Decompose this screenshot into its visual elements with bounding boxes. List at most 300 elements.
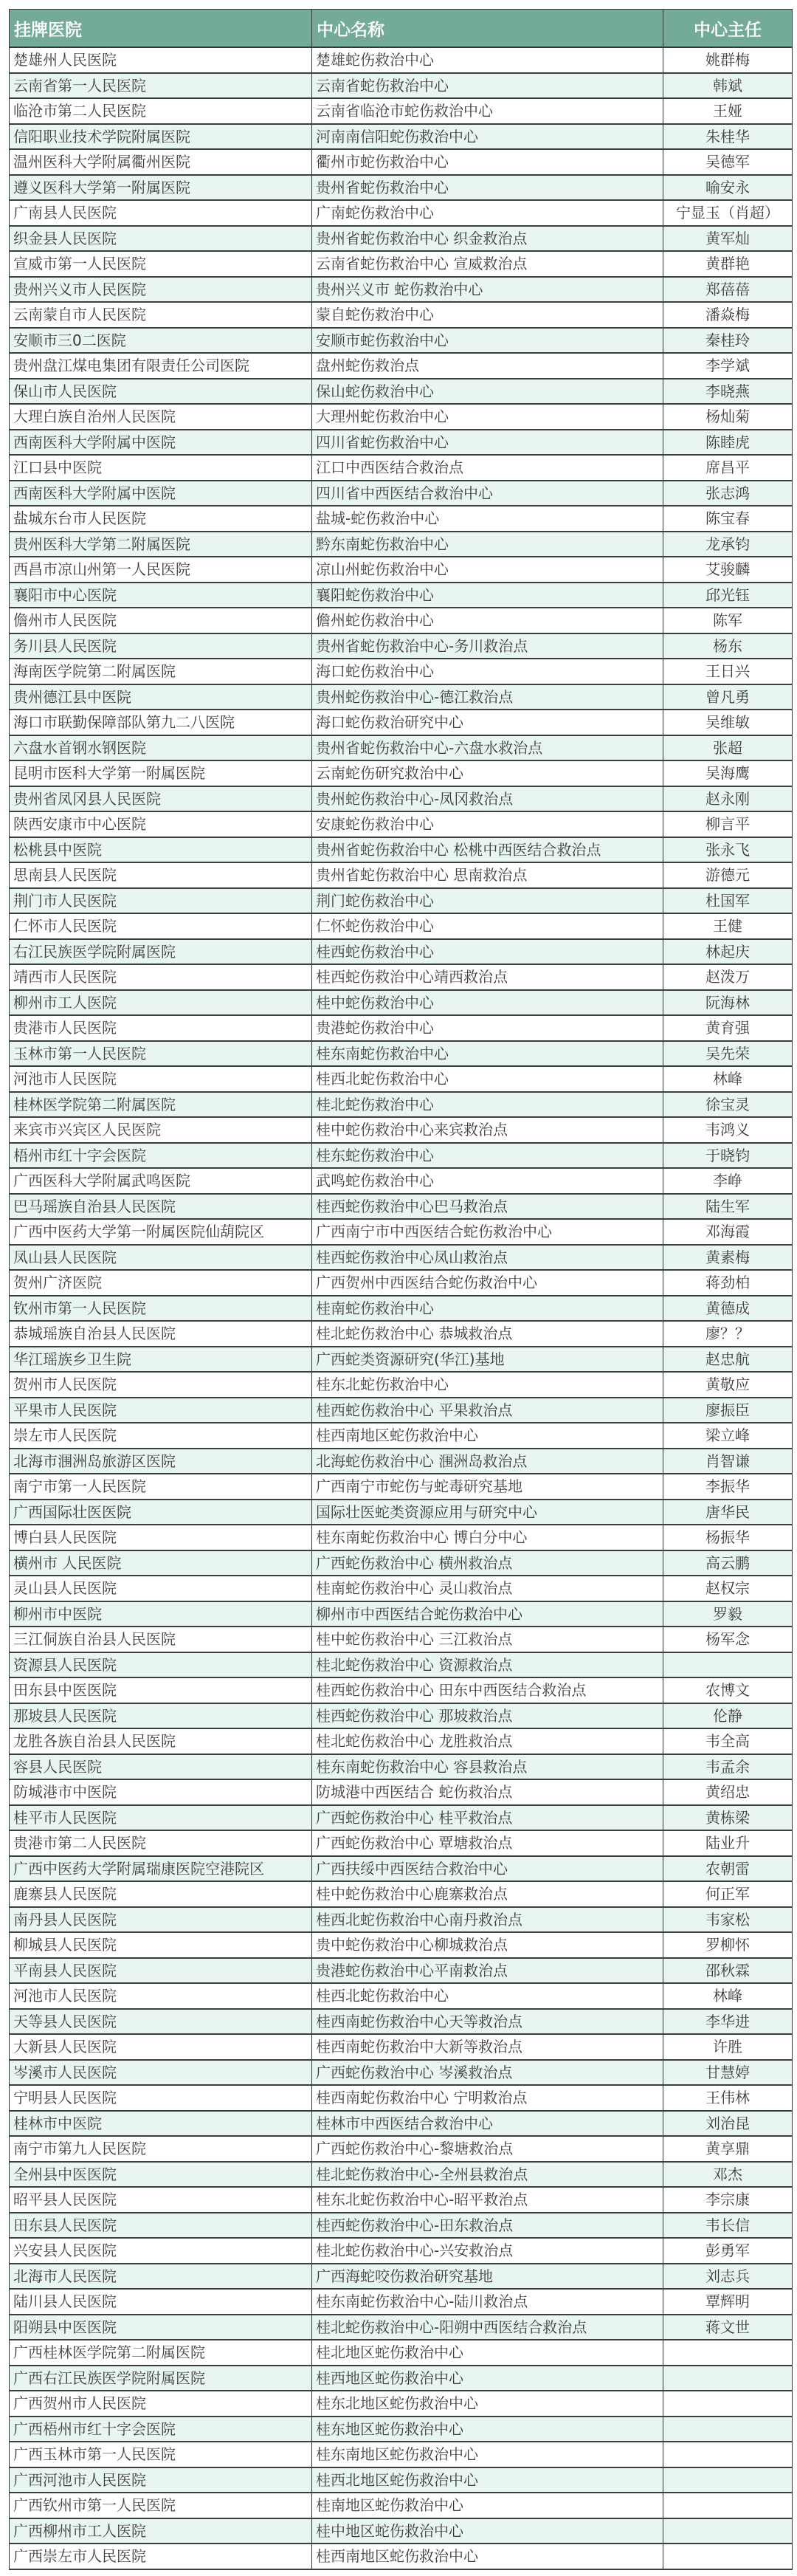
center-name-cell: 云南省蛇伤救治中心 <box>312 73 663 99</box>
table-row <box>10 1677 793 1703</box>
table-row <box>10 2162 793 2188</box>
director-cell: 邓海霞 <box>663 1219 793 1245</box>
center-name-cell: 贵州蛇伤救治中心-凤冈救治点 <box>312 786 663 812</box>
director-cell: 韦家松 <box>663 1907 793 1933</box>
table-row <box>10 47 793 73</box>
center-name-cell: 桂西南地区蛇伤救治中心 <box>312 1423 663 1449</box>
center-name-cell: 江口中西医结合救治点 <box>312 455 663 481</box>
hospital-cell: 全州县中医医院 <box>10 2162 312 2188</box>
director-cell: 徐宝灵 <box>663 1092 793 1118</box>
hospital-cell: 广西钦州市第一人民医院 <box>10 2493 312 2518</box>
director-cell: 林峰 <box>663 1983 793 2009</box>
hospital-cell: 鹿寨县人民医院 <box>10 1881 312 1907</box>
hospital-cell: 保山市人民医院 <box>10 379 312 405</box>
director-cell: 张永飞 <box>663 837 793 863</box>
hospital-cell: 南宁市第一人民医院 <box>10 1474 312 1500</box>
table-row <box>10 353 793 379</box>
table-row <box>10 1601 793 1627</box>
hospital-cell: 临沧市第二人民医院 <box>10 98 312 124</box>
center-name-cell: 贵州蛇伤救治中心-德江救治点 <box>312 684 663 710</box>
hospital-cell: 广西梧州市红十字会医院 <box>10 2417 312 2442</box>
table-row <box>10 200 793 226</box>
center-name-cell: 桂东北地区蛇伤救治中心 <box>312 2391 663 2417</box>
center-name-cell: 桂西蛇伤救治中心 那坡救治点 <box>312 1703 663 1729</box>
hospital-cell: 宣威市第一人民医院 <box>10 251 312 277</box>
hospital-cell: 华江瑶族乡卫生院 <box>10 1347 312 1373</box>
center-name-cell: 桂东蛇伤救治中心 <box>312 1143 663 1169</box>
table-row <box>10 251 793 277</box>
hospital-cell: 织金县人民医院 <box>10 226 312 252</box>
table-row <box>10 1219 793 1245</box>
table-row <box>10 1143 793 1169</box>
table-row <box>10 404 793 430</box>
center-name-cell: 桂南蛇伤救治中心 <box>312 1296 663 1322</box>
director-cell <box>663 1652 793 1678</box>
director-cell: 赵权宗 <box>663 1576 793 1601</box>
director-cell: 蒋文世 <box>663 2315 793 2340</box>
table-row <box>10 684 793 710</box>
center-name-cell: 贵州省蛇伤救治中心 松桃中西医结合救治点 <box>312 837 663 863</box>
table-row <box>10 1015 793 1041</box>
center-name-cell: 桂中地区蛇伤救治中心 <box>312 2518 663 2544</box>
director-cell: 姚群梅 <box>663 47 793 73</box>
center-name-cell: 桂北蛇伤救治中心-阳朔中西医结合救治点 <box>312 2315 663 2340</box>
hospital-cell: 桂林医学院第二附属医院 <box>10 1092 312 1118</box>
center-name-cell: 桂东南地区蛇伤救治中心 <box>312 2442 663 2467</box>
director-cell: 甘慧婷 <box>663 2060 793 2086</box>
center-name-cell: 贵州兴义市 蛇伤救治中心 <box>312 277 663 303</box>
table-row <box>10 2442 793 2467</box>
center-name-cell: 桂西北蛇伤救治中心 <box>312 1983 663 2009</box>
center-name-cell: 桂西地区蛇伤救治中心 <box>312 2366 663 2391</box>
table-row <box>10 786 793 812</box>
center-name-cell: 桂西蛇伤救治中心-田东救治点 <box>312 2213 663 2239</box>
hospital-cell: 宁明县人民医院 <box>10 2085 312 2111</box>
center-name-cell: 贵中蛇伤救治中心柳城救治点 <box>312 1932 663 1958</box>
hospital-cell: 信阳职业技术学院附属医院 <box>10 124 312 150</box>
center-name-cell: 桂中蛇伤救治中心鹿寨救治点 <box>312 1881 663 1907</box>
hospital-cell: 容县人民医院 <box>10 1754 312 1780</box>
table-row <box>10 710 793 735</box>
table-row <box>10 1245 793 1271</box>
center-name-cell: 桂西南地区蛇伤救治中心 <box>312 2544 663 2569</box>
table-row <box>10 633 793 659</box>
table-row <box>10 481 793 506</box>
director-cell: 王伟林 <box>663 2085 793 2111</box>
director-cell: 阮海林 <box>663 990 793 1016</box>
center-name-cell: 桂北蛇伤救治中心 恭城救治点 <box>312 1321 663 1347</box>
table-row <box>10 1881 793 1907</box>
director-cell: 李峥 <box>663 1168 793 1194</box>
hospital-cell: 陕西安康市中心医院 <box>10 811 312 837</box>
hospital-cell: 桂平市人民医院 <box>10 1805 312 1831</box>
hospital-cell: 广西河池市人民医院 <box>10 2467 312 2493</box>
center-name-cell: 贵州省蛇伤救治中心 织金救治点 <box>312 226 663 252</box>
center-name-cell: 桂北蛇伤救治中心-全州县救治点 <box>312 2162 663 2188</box>
header-hospital: 挂牌医院 <box>10 10 312 48</box>
table-row <box>10 583 793 608</box>
hospital-cell: 贵港市人民医院 <box>10 1015 312 1041</box>
director-cell: 黄素梅 <box>663 1245 793 1271</box>
table-row <box>10 1270 793 1296</box>
director-cell <box>663 2467 793 2493</box>
table-row <box>10 608 793 633</box>
center-name-cell: 桂西南蛇伤救治中大新等救治点 <box>312 2034 663 2060</box>
center-name-cell: 桂北蛇伤救治中心 <box>312 1092 663 1118</box>
hospital-cell: 资源县人民医院 <box>10 1652 312 1678</box>
table-row <box>10 2289 793 2315</box>
table-row <box>10 1525 793 1550</box>
center-name-cell: 桂西蛇伤救治中心巴马救治点 <box>312 1194 663 1220</box>
table-row <box>10 1550 793 1576</box>
director-cell: 吴先荣 <box>663 1041 793 1067</box>
director-cell: 林起庆 <box>663 939 793 965</box>
table-row <box>10 2034 793 2060</box>
center-name-cell: 桂南蛇伤救治中心 灵山救治点 <box>312 1576 663 1601</box>
hospital-cell: 柳城县人民医院 <box>10 1932 312 1958</box>
director-cell: 农朝雷 <box>663 1856 793 1882</box>
table-row <box>10 735 793 761</box>
table-row <box>10 1092 793 1118</box>
center-name-cell: 桂中蛇伤救治中心来宾救治点 <box>312 1117 663 1143</box>
center-name-cell: 广西蛇类资源研究(华江)基地 <box>312 1347 663 1373</box>
director-cell: 杜国军 <box>663 888 793 914</box>
table-row <box>10 2391 793 2417</box>
hospital-cell: 天等县人民医院 <box>10 2009 312 2035</box>
hospital-cell: 江口县中医院 <box>10 455 312 481</box>
table-row <box>10 1856 793 1882</box>
hospital-cell: 大新县人民医院 <box>10 2034 312 2060</box>
center-name-cell: 贵州省蛇伤救治中心 思南救治点 <box>312 862 663 888</box>
director-cell: 廖？？ <box>663 1321 793 1347</box>
table-row <box>10 1805 793 1831</box>
center-name-cell: 黔东南蛇伤救治中心 <box>312 532 663 557</box>
center-name-cell: 桂西北蛇伤救治中心南丹救治点 <box>312 1907 663 1933</box>
director-cell: 黄敬应 <box>663 1372 793 1398</box>
hospital-cell: 贺州市人民医院 <box>10 1372 312 1398</box>
snakebite-centers-table <box>9 9 793 2570</box>
director-cell <box>663 2442 793 2467</box>
director-cell: 秦桂玲 <box>663 328 793 354</box>
hospital-cell: 北海市人民医院 <box>10 2264 312 2290</box>
center-name-cell: 盐城-蛇伤救治中心 <box>312 506 663 532</box>
director-cell: 黄群艳 <box>663 251 793 277</box>
center-name-cell: 广西蛇伤救治中心 岑溪救治点 <box>312 2060 663 2086</box>
center-name-cell: 广西蛇伤救治中心 覃塘救治点 <box>312 1830 663 1856</box>
table-row <box>10 1372 793 1398</box>
director-cell: 李学斌 <box>663 353 793 379</box>
director-cell: 吴维敏 <box>663 710 793 735</box>
director-cell: 赵永刚 <box>663 786 793 812</box>
director-cell: 杨振华 <box>663 1525 793 1550</box>
center-name-cell: 云南省临沧市蛇伤救治中心 <box>312 98 663 124</box>
hospital-cell: 崇左市人民医院 <box>10 1423 312 1449</box>
center-name-cell: 桂东北蛇伤救治中心-昭平救治点 <box>312 2187 663 2213</box>
center-name-cell: 广西蛇伤救治中心 横州救治点 <box>312 1550 663 1576</box>
director-cell: 陈睦虎 <box>663 430 793 456</box>
center-name-cell: 广南蛇伤救治中心 <box>312 200 663 226</box>
director-cell: 艾骏麟 <box>663 557 793 583</box>
table-row <box>10 1983 793 2009</box>
center-name-cell: 桂西蛇伤救治中心 田东中西医结合救治点 <box>312 1677 663 1703</box>
table-row <box>10 1066 793 1092</box>
director-cell: 王健 <box>663 913 793 939</box>
hospital-cell: 广西玉林市第一人民医院 <box>10 2442 312 2467</box>
center-name-cell: 桂西蛇伤救治中心 平果救治点 <box>312 1398 663 1423</box>
director-cell: 覃辉明 <box>663 2289 793 2315</box>
director-cell <box>663 2340 793 2366</box>
hospital-cell: 贵州盘江煤电集团有限责任公司医院 <box>10 353 312 379</box>
hospital-cell: 广西医科大学附属武鸣医院 <box>10 1168 312 1194</box>
header-center-name: 中心名称 <box>312 10 663 48</box>
table-row <box>10 2187 793 2213</box>
table-row <box>10 1907 793 1933</box>
hospital-cell: 横州市 人民医院 <box>10 1550 312 1576</box>
table-row <box>10 2111 793 2137</box>
director-cell: 潘焱梅 <box>663 302 793 328</box>
director-cell: 黄栋梁 <box>663 1805 793 1831</box>
table-row <box>10 1194 793 1220</box>
table-row <box>10 1958 793 1984</box>
table-row <box>10 2544 793 2569</box>
director-cell: 蒋劲柏 <box>663 1270 793 1296</box>
center-name-cell: 桂南地区蛇伤救治中心 <box>312 2493 663 2518</box>
table-row <box>10 2467 793 2493</box>
director-cell: 赵泼万 <box>663 964 793 990</box>
director-cell: 席昌平 <box>663 455 793 481</box>
director-cell: 陈军 <box>663 608 793 633</box>
table-row <box>10 2417 793 2442</box>
center-name-cell: 云南蛇伤研究救治中心 <box>312 760 663 786</box>
center-name-cell: 盘州蛇伤救治点 <box>312 353 663 379</box>
hospital-cell: 广西中医药大学第一附属医院仙葫院区 <box>10 1219 312 1245</box>
table-row <box>10 328 793 354</box>
hospital-cell: 贵州德江县中医院 <box>10 684 312 710</box>
table-row <box>10 2009 793 2035</box>
center-name-cell: 安顺市蛇伤救治中心 <box>312 328 663 354</box>
hospital-cell: 柳州市工人医院 <box>10 990 312 1016</box>
director-cell: 韦孟余 <box>663 1754 793 1780</box>
director-cell: 柳言平 <box>663 811 793 837</box>
table-row <box>10 2315 793 2340</box>
center-name-cell: 河南南信阳蛇伤救治中心 <box>312 124 663 150</box>
director-cell: 邵秋霖 <box>663 1958 793 1984</box>
table-row <box>10 659 793 684</box>
center-name-cell: 桂东南蛇伤救治中心 <box>312 1041 663 1067</box>
director-cell: 杨军念 <box>663 1627 793 1652</box>
director-cell: 陆生军 <box>663 1194 793 1220</box>
center-name-cell: 桂西蛇伤救治中心 <box>312 939 663 965</box>
table-row <box>10 939 793 965</box>
hospital-cell: 那坡县人民医院 <box>10 1703 312 1729</box>
table-row <box>10 455 793 481</box>
hospital-cell: 平南县人民医院 <box>10 1958 312 1984</box>
director-cell: 朱桂华 <box>663 124 793 150</box>
table-row <box>10 2340 793 2366</box>
director-cell: 李振华 <box>663 1474 793 1500</box>
hospital-cell: 田东县人民医院 <box>10 2213 312 2239</box>
hospital-cell: 儋州市人民医院 <box>10 608 312 633</box>
table-row <box>10 532 793 557</box>
table-row <box>10 1296 793 1322</box>
hospital-cell: 河池市人民医院 <box>10 1983 312 2009</box>
director-cell: 陈宝春 <box>663 506 793 532</box>
hospital-cell: 昭平县人民医院 <box>10 2187 312 2213</box>
center-name-cell: 楚雄蛇伤救治中心 <box>312 47 663 73</box>
director-cell: 罗毅 <box>663 1601 793 1627</box>
table-row <box>10 302 793 328</box>
center-name-cell: 北海蛇伤救治中心 涠洲岛救治点 <box>312 1449 663 1474</box>
table-row <box>10 2264 793 2290</box>
center-name-cell: 广西南宁市蛇伤与蛇毒研究基地 <box>312 1474 663 1500</box>
center-name-cell: 衢州市蛇伤救治中心 <box>312 149 663 175</box>
director-cell: 郑蓓蓓 <box>663 277 793 303</box>
header-director: 中心主任 <box>663 10 793 48</box>
hospital-cell: 安顺市三0二医院 <box>10 328 312 354</box>
director-cell: 李晓燕 <box>663 379 793 405</box>
director-cell: 陆业升 <box>663 1830 793 1856</box>
director-cell: 彭勇军 <box>663 2238 793 2264</box>
center-name-cell: 广西贺州中西医结合蛇伤救治中心 <box>312 1270 663 1296</box>
hospital-cell: 龙胜各族自治县人民医院 <box>10 1728 312 1754</box>
director-cell: 于晓钧 <box>663 1143 793 1169</box>
hospital-cell: 南宁市第九人民医院 <box>10 2136 312 2162</box>
center-name-cell: 荆门蛇伤救治中心 <box>312 888 663 914</box>
hospital-cell: 来宾市兴宾区人民医院 <box>10 1117 312 1143</box>
hospital-cell: 思南县人民医院 <box>10 862 312 888</box>
hospital-cell: 右江民族医学院附属医院 <box>10 939 312 965</box>
hospital-cell: 钦州市第一人民医院 <box>10 1296 312 1322</box>
table-row <box>10 379 793 405</box>
table-row <box>10 1830 793 1856</box>
hospital-cell: 玉林市第一人民医院 <box>10 1041 312 1067</box>
director-cell: 王日兴 <box>663 659 793 684</box>
table-row <box>10 1474 793 1500</box>
hospital-cell: 松桃县中医院 <box>10 837 312 863</box>
center-name-cell: 桂东南蛇伤救治中心 博白分中心 <box>312 1525 663 1550</box>
hospital-cell: 荆门市人民医院 <box>10 888 312 914</box>
director-cell: 李宗康 <box>663 2187 793 2213</box>
director-cell: 赵忠航 <box>663 1347 793 1373</box>
director-cell: 农博文 <box>663 1677 793 1703</box>
director-cell: 韦鸿义 <box>663 1117 793 1143</box>
table-row <box>10 1627 793 1652</box>
table-row <box>10 98 793 124</box>
center-name-cell: 桂东南蛇伤救治中心-陆川救治点 <box>312 2289 663 2315</box>
center-name-cell: 广西扶绥中西医结合救治中心 <box>312 1856 663 1882</box>
table-row <box>10 1398 793 1423</box>
table-row <box>10 862 793 888</box>
center-name-cell: 桂西蛇伤救治中心凤山救治点 <box>312 1245 663 1271</box>
table-row <box>10 1500 793 1525</box>
table-row <box>10 2136 793 2162</box>
center-name-cell: 桂东南蛇伤救治中心 容县救治点 <box>312 1754 663 1780</box>
center-name-cell: 桂北地区蛇伤救治中心 <box>312 2340 663 2366</box>
center-name-cell: 桂西南蛇伤救治中心 宁明救治点 <box>312 2085 663 2111</box>
hospital-cell: 岑溪市人民医院 <box>10 2060 312 2086</box>
table-row <box>10 1423 793 1449</box>
center-name-cell: 安康蛇伤救治中心 <box>312 811 663 837</box>
director-cell: 韦全高 <box>663 1728 793 1754</box>
director-cell: 许胜 <box>663 2034 793 2060</box>
hospital-cell: 靖西市人民医院 <box>10 964 312 990</box>
hospital-cell: 务川县人民医院 <box>10 633 312 659</box>
hospital-cell: 陆川县人民医院 <box>10 2289 312 2315</box>
director-cell: 李华进 <box>663 2009 793 2035</box>
center-name-cell: 防城港中西医结合 蛇伤救治点 <box>312 1779 663 1805</box>
director-cell: 曾凡勇 <box>663 684 793 710</box>
table-row <box>10 1168 793 1194</box>
center-name-cell: 海口蛇伤救治中心 <box>312 659 663 684</box>
center-name-cell: 大理州蛇伤救治中心 <box>312 404 663 430</box>
center-name-cell: 广西南宁市中西医结合蛇伤救治中心 <box>312 1219 663 1245</box>
director-cell: 邱光钰 <box>663 583 793 608</box>
director-cell: 吴德军 <box>663 149 793 175</box>
center-name-cell: 广西蛇伤救治中心 桂平救治点 <box>312 1805 663 1831</box>
hospital-cell: 海南医学院第二附属医院 <box>10 659 312 684</box>
director-cell: 肖智谦 <box>663 1449 793 1474</box>
table-row <box>10 1576 793 1601</box>
center-name-cell: 桂西北蛇伤救治中心 <box>312 1066 663 1092</box>
hospital-cell: 柳州市中医院 <box>10 1601 312 1627</box>
center-name-cell: 桂西蛇伤救治中心靖西救治点 <box>312 964 663 990</box>
director-cell: 廖振臣 <box>663 1398 793 1423</box>
table-row <box>10 1652 793 1678</box>
director-cell: 林峰 <box>663 1066 793 1092</box>
center-name-cell: 四川省蛇伤救治中心 <box>312 430 663 456</box>
table-body <box>10 47 793 2569</box>
center-name-cell: 广西海蛇咬伤救治研究基地 <box>312 2264 663 2290</box>
director-cell: 罗柳怀 <box>663 1932 793 1958</box>
hospital-cell: 遵义医科大学第一附属医院 <box>10 175 312 201</box>
hospital-cell: 襄阳市中心医院 <box>10 583 312 608</box>
hospital-cell: 贵州省凤冈县人民医院 <box>10 786 312 812</box>
director-cell: 张超 <box>663 735 793 761</box>
table-row <box>10 557 793 583</box>
director-cell: 高云鹏 <box>663 1550 793 1576</box>
hospital-cell: 广西柳州市工人医院 <box>10 2518 312 2544</box>
hospital-cell: 仁怀市人民医院 <box>10 913 312 939</box>
director-cell <box>663 2493 793 2518</box>
center-name-cell: 襄阳蛇伤救治中心 <box>312 583 663 608</box>
director-cell: 刘志兵 <box>663 2264 793 2290</box>
hospital-cell: 桂林市中医院 <box>10 2111 312 2137</box>
hospital-cell: 广西崇左市人民医院 <box>10 2544 312 2569</box>
table-header-row <box>10 10 793 48</box>
hospital-cell: 海口市联勤保障部队第九二八医院 <box>10 710 312 735</box>
center-name-cell: 四川省中西医结合救治中心 <box>312 481 663 506</box>
hospital-cell: 西南医科大学附属中医院 <box>10 430 312 456</box>
hospital-cell: 巴马瑶族自治县人民医院 <box>10 1194 312 1220</box>
table-row <box>10 1779 793 1805</box>
hospital-cell: 广西桂林医学院第二附属医院 <box>10 2340 312 2366</box>
hospital-cell: 北海市涠洲岛旅游区医院 <box>10 1449 312 1474</box>
table-row <box>10 1347 793 1373</box>
hospital-cell: 云南蒙自市人民医院 <box>10 302 312 328</box>
hospital-cell: 南丹县人民医院 <box>10 1907 312 1933</box>
table-row <box>10 888 793 914</box>
director-cell: 梁立峰 <box>663 1423 793 1449</box>
table-row <box>10 506 793 532</box>
center-name-cell: 桂北蛇伤救治中心 龙胜救治点 <box>312 1728 663 1754</box>
table-row <box>10 2060 793 2086</box>
center-name-cell: 贵州省蛇伤救治中心-六盘水救治点 <box>312 735 663 761</box>
center-name-cell: 桂北蛇伤救治中心 资源救治点 <box>312 1652 663 1678</box>
director-cell: 何正军 <box>663 1881 793 1907</box>
table-row <box>10 2366 793 2391</box>
center-name-cell: 桂北蛇伤救治中心-兴安救治点 <box>312 2238 663 2264</box>
director-cell: 游德元 <box>663 862 793 888</box>
